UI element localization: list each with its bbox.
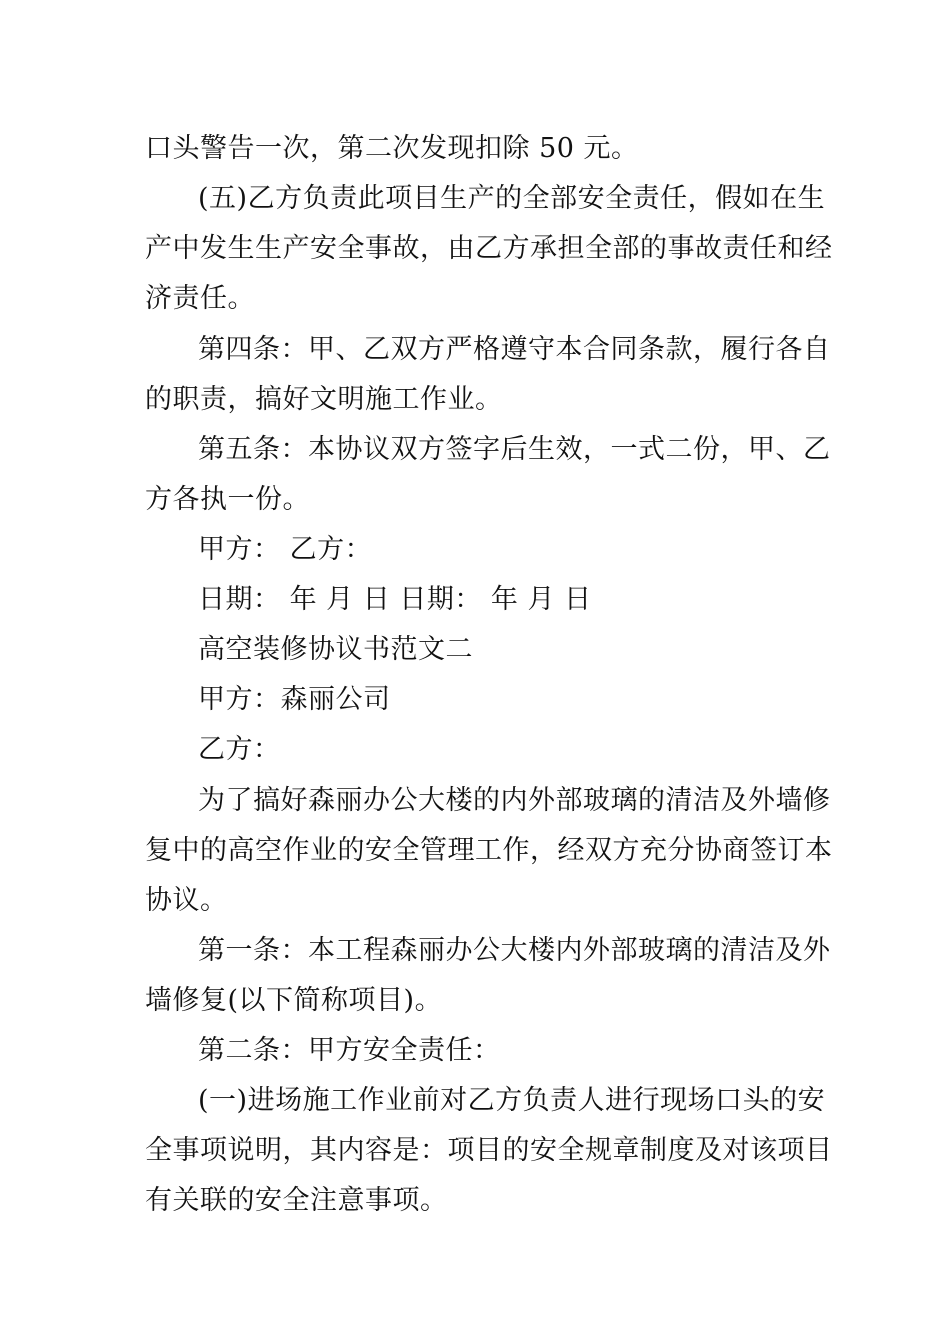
text-line: (五)乙方负责此项目生产的全部安全责任，假如在生	[198, 183, 826, 214]
signature-dates: 日期： 年 月 日 日期： 年 月 日	[198, 584, 592, 615]
text-line: 产中发生生产安全事故，由乙方承担全部的事故责任和经	[145, 233, 833, 264]
party-a: 甲方：森丽公司	[198, 684, 391, 715]
signature-parties: 甲方： 乙方：	[198, 534, 373, 565]
text-line: (一)进场施工作业前对乙方负责人进行现场口头的安	[198, 1085, 826, 1116]
text-line: 口头警告一次，第二次发现扣除 50 元。	[145, 133, 639, 164]
text-line: 墙修复(以下简称项目)。	[145, 985, 443, 1016]
text-line: 为了搞好森丽办公大楼的内外部玻璃的清洁及外墙修	[198, 785, 831, 816]
section-title: 高空装修协议书范文二	[198, 634, 473, 665]
text-line: 复中的高空作业的安全管理工作，经双方充分协商签订本	[145, 835, 833, 866]
text-line: 第五条：本协议双方签字后生效，一式二份，甲、乙	[198, 434, 831, 465]
text-line: 有关联的安全注意事项。	[145, 1185, 448, 1216]
text-line: 第二条：甲方安全责任：	[198, 1035, 501, 1066]
text-line: 方各执一份。	[145, 484, 310, 515]
text-line: 济责任。	[145, 283, 255, 314]
text-line: 全事项说明，其内容是：项目的安全规章制度及对该项目	[145, 1135, 833, 1166]
text-line: 第四条：甲、乙双方严格遵守本合同条款，履行各自	[198, 334, 831, 365]
party-b: 乙方：	[198, 734, 281, 765]
text-line: 协议。	[145, 885, 228, 916]
text-line: 第一条：本工程森丽办公大楼内外部玻璃的清洁及外	[198, 935, 831, 966]
text-line: 的职责，搞好文明施工作业。	[145, 384, 503, 415]
